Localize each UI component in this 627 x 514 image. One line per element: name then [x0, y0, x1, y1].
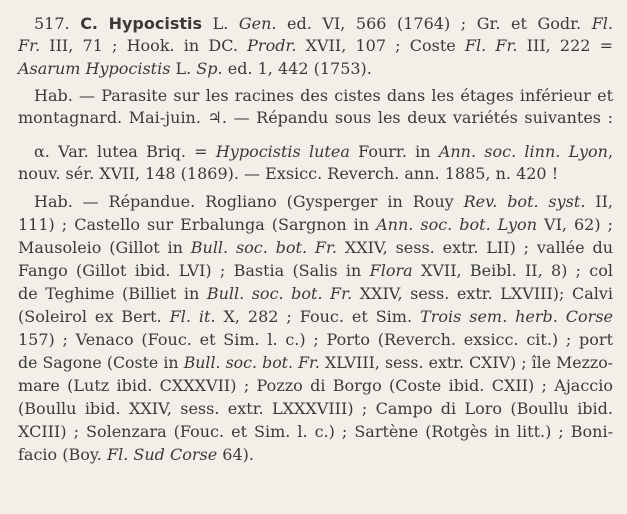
locality-line-12: [18, 444, 613, 466]
locality-line-9: mare (Lutz ibid. CXXXVII) ; Pozzo di Borgo (Coste ibid. CXII) ; Ajaccio: [18, 376, 613, 395]
locality-text: XXIV, sess. extr. LXVIII); Calvi: [359, 284, 613, 303]
locality-text: XXIV, sess. extr. LII) ; vallée du: [344, 238, 613, 257]
species-name: Hypocistis: [108, 14, 202, 33]
citation-text: III, 71 ; Hook. in DC.: [49, 36, 238, 55]
entry-line-3: [18, 58, 613, 80]
locality-text: XLVIII, sess. extr. CXIV) ; île Mezzo-: [324, 353, 613, 372]
synonym-name: Hypocistis lutea: [215, 142, 350, 161]
citation-work: Fr.: [18, 36, 41, 55]
citation-work: Gen.: [238, 14, 277, 33]
locality-text: (Soleirol ex Bert.: [18, 307, 162, 326]
locality-text: VI, 62) ;: [544, 215, 613, 234]
citation-text: ed. VI, 566 (1764) ; Gr. et Godr.: [287, 14, 582, 33]
locality-text: XVII, Beibl. II, 8) ; col: [420, 261, 614, 280]
entry-line-2: [18, 35, 613, 57]
variety-name: lutea: [96, 142, 138, 161]
citation-text: XVII, 107 ; Coste: [305, 36, 456, 55]
citation-text: ed. 1, 442 (1753).: [227, 59, 372, 78]
citation-work: Fl.: [591, 14, 613, 33]
punctuation: ,: [607, 142, 614, 161]
citation-work: Ann. soc. linn. Lyon: [438, 142, 608, 161]
locality-text: X, 282 ; Fouc. et Sim.: [223, 307, 413, 326]
locality-text: Fango (Gillot ibid. LVI) ; Bastia (Salis in: [18, 261, 362, 280]
variety-line-2: nouv. sér. XVII, 148 (1869). — Exsicc. Reverch. ann. 1885, n. 420 !: [18, 164, 559, 183]
locality-line-10: (Boullu ibid. XXIV, sess. extr. LXXXVIII) ; Campo di Loro (Boullu ibid.: [18, 399, 613, 418]
citation-work: Trois sem. herb. Corse: [420, 307, 614, 326]
locality-text: II,: [595, 192, 614, 211]
entry-number: 517.: [34, 14, 70, 33]
author: Briq. =: [146, 142, 208, 161]
citation-work: Flora: [369, 261, 413, 280]
locality-text: de Sagone (Coste in: [18, 353, 179, 372]
author: Fourr. in: [358, 142, 431, 161]
citation-work: Prodr.: [247, 36, 297, 55]
citation-work: Ann. soc. bot. Lyon: [376, 215, 537, 234]
citation-work: Sp.: [196, 59, 223, 78]
author: L.: [175, 59, 192, 78]
citation-work: Fl. it.: [169, 307, 216, 326]
locality-text: de Teghime (Billiet in: [18, 284, 200, 303]
locality-line-7: 157) ; Venaco (Fouc. et Sim. l. c.) ; Porto (Reverch. exsicc. cit.) ; port: [18, 330, 613, 349]
variety-label: α. Var.: [34, 142, 89, 161]
locality-line-4: [18, 260, 613, 282]
citation-work: Bull. soc. bot. Fr.: [183, 353, 320, 372]
locality-text: 111) ; Castello sur Erbalunga (Sargnon in: [18, 215, 370, 234]
entry-line-1: [34, 13, 613, 35]
locality-line-1: [34, 191, 613, 213]
locality-line-5: [18, 283, 613, 305]
locality-line-11: XCIII) ; Solenzara (Fouc. et Sim. l. c.) ; Sartène (Rotgès in litt.) ; Boni-: [18, 422, 613, 441]
citation-work: Rev. bot. syst.: [463, 192, 586, 211]
locality-text: Mausoleio (Gillot in: [18, 238, 183, 257]
author: L.: [212, 14, 229, 33]
locality-text: facio (Boy.: [18, 445, 102, 464]
locality-text: 64).: [222, 445, 254, 464]
locality-line-3: [18, 237, 613, 259]
locality-text: Hab. — Répandue. Rogliano (Gysperger in Rouy: [34, 192, 454, 211]
citation-text: III, 222 =: [526, 36, 614, 55]
locality-line-6: [18, 306, 613, 328]
habitat-line-1: Hab. — Parasite sur les racines des cistes dans les étages inférieur et: [34, 86, 613, 105]
habitat-line-2: montagnard. Mai-juin. ♃. — Répandu sous les deux variétés suivantes :: [18, 108, 613, 127]
locality-line-2: [18, 214, 613, 236]
synonym-name: Asarum Hypocistis: [18, 59, 171, 78]
variety-line-1: [34, 141, 613, 163]
locality-line-8: [18, 352, 613, 374]
genus-initial: C.: [80, 14, 99, 33]
citation-work: Bull. soc. bot. Fr.: [190, 238, 337, 257]
citation-work: Bull. soc. bot. Fr.: [206, 284, 353, 303]
citation-work: Fl. Fr.: [464, 36, 518, 55]
citation-work: Fl. Sud Corse: [106, 445, 218, 464]
